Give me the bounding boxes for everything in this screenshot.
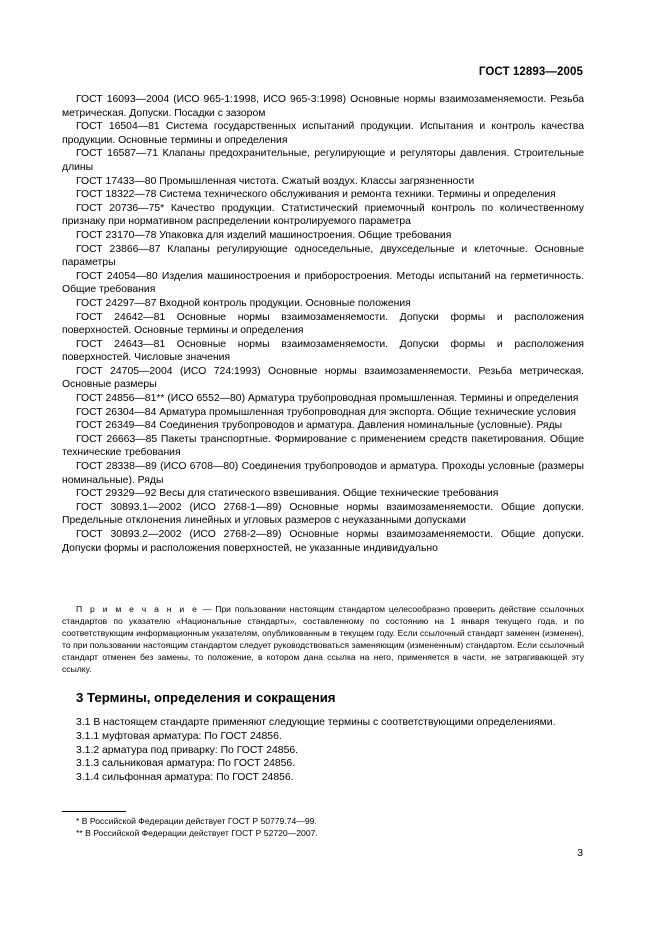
- footnote-item: ** В Российской Федерации действует ГОСТ Р 52720—2007.: [76, 827, 318, 838]
- reference-item: ГОСТ 30893.1—2002 (ИСО 2768-1—89) Основные нормы взаимозаменяемости. Общие допуски. Предельные отклонения линейных и угловых размеров с неуказанными допусками: [62, 501, 584, 527]
- section-intro: 3.1 В настоящем стандарте применяют следующие термины с соответствующими определениями.: [76, 717, 556, 728]
- footnote-divider: [62, 811, 126, 812]
- section-body: [62, 716, 584, 785]
- reference-item: ГОСТ 16587—71 Клапаны предохранительные, регулирующие и регуляторы давления. Строительные длины: [62, 148, 584, 173]
- reference-item: ГОСТ 26304—84 Арматура промышленная трубопроводная для экспорта. Общие технические условия: [76, 406, 577, 418]
- footnote-item: * В Российской Федерации действует ГОСТ Р 50779.74—99.: [76, 816, 317, 826]
- term-item: 3.1.4 сильфонная арматура: По ГОСТ 24856.: [76, 772, 294, 784]
- reference-item: ГОСТ 24856—81** (ИСО 6552—80) Арматура трубопроводная промышленная. Термины и определения: [76, 393, 579, 405]
- reference-item: ГОСТ 28338—89 (ИСО 6708—80) Соединения трубопроводов и арматура. Проходы условные (размеры номинальные). Ряды: [62, 461, 584, 486]
- reference-item: ГОСТ 30893.2—2002 (ИСО 2768-2—89) Основные нормы взаимозаменяемости. Общие допуски. Допуски формы и расположения поверхностей, не указанные индивидуально: [62, 529, 584, 554]
- reference-item: ГОСТ 20736—75* Качество продукции. Статистический приемочный контроль по количественному признаку при нормативном распределении контролируемого параметра: [62, 202, 584, 228]
- reference-item: ГОСТ 24642—81 Основные нормы взаимозаменяемости. Допуски формы и расположения поверхностей. Основные термины и определения: [62, 311, 584, 337]
- note-lead: П р и м е ч а н и е: [76, 604, 199, 614]
- reference-item: ГОСТ 24054—80 Изделия машиностроения и приборостроения. Методы испытаний на герметичность. Общие требования: [62, 270, 584, 296]
- document-id-header: ГОСТ 12893—2005: [478, 66, 583, 78]
- note-text: — При пользовании настоящим стандартом целесообразно проверить действие ссылочных стандартов по указателю «Национальные стандарты», составленному по состоянию на 1 января текущего года, и по соответствующим информационным указателям, опубликованным в текущем году. Если ссылочный стандарт заменен (изменен), то при пользовании настоящим стандартом следует руководствоваться заменяющим (измененным) стандартом. Если ссылочный стандарт отменен без замены, то положение, в котором дана ссылка на него, применяется в части, не затрагивающей эту ссылку.: [62, 604, 585, 674]
- reference-item: ГОСТ 16504—81 Система государственных испытаний продукции. Испытания и контроль качества продукции. Основные термины и определения: [62, 121, 584, 146]
- normative-references-list: [62, 93, 584, 555]
- reference-item: ГОСТ 24705—2004 (ИСО 724:1993) Основные нормы взаимозаменяемости. Резьба метрическая. Основные размеры: [62, 365, 584, 391]
- reference-item: ГОСТ 24297—87 Входной контроль продукции. Основные положения: [76, 297, 411, 309]
- reference-item: ГОСТ 26663—85 Пакеты транспортные. Формирование с применением средств пакетирования. Общие технические требования: [62, 433, 584, 459]
- section-title: 3 Термины, определения и сокращения: [76, 690, 336, 705]
- reference-item: ГОСТ 23866—87 Клапаны регулирующие односедельные, двухседельные и клеточные. Основные параметры: [62, 243, 584, 269]
- footnotes: [76, 816, 318, 839]
- reference-item: ГОСТ 18322—78 Система технического обслуживания и ремонта техники. Термины и определения: [76, 189, 556, 201]
- term-item: 3.1.2 арматура под приварку: По ГОСТ 24856.: [76, 744, 299, 756]
- reference-item: ГОСТ 29329—92 Весы для статического взвешивания. Общие технические требования: [76, 488, 499, 500]
- term-item: 3.1.1 муфтовая арматура: По ГОСТ 24856.: [76, 730, 282, 742]
- term-item: 3.1.3 сальниковая арматура: По ГОСТ 24856.: [76, 758, 296, 770]
- reference-item: ГОСТ 24643—81 Основные нормы взаимозаменяемости. Допуски формы и расположения поверхностей. Числовые значения: [62, 338, 584, 364]
- page-number: 3: [577, 848, 583, 859]
- reference-note: [62, 604, 584, 675]
- reference-item: ГОСТ 17433—80 Промышленная чистота. Сжатый воздух. Классы загрязненности: [76, 175, 475, 187]
- reference-item: ГОСТ 23170—78 Упаковка для изделий машиностроения. Общие требования: [76, 229, 452, 241]
- reference-item: ГОСТ 26349—84 Соединения трубопроводов и арматура. Давления номинальные (условные). Ряды: [76, 420, 563, 432]
- reference-item: ГОСТ 16093—2004 (ИСО 965-1:1998, ИСО 965-3:1998) Основные нормы взаимозаменяемости. Резьба метрическая. Допуски. Посадки с зазором: [62, 94, 584, 119]
